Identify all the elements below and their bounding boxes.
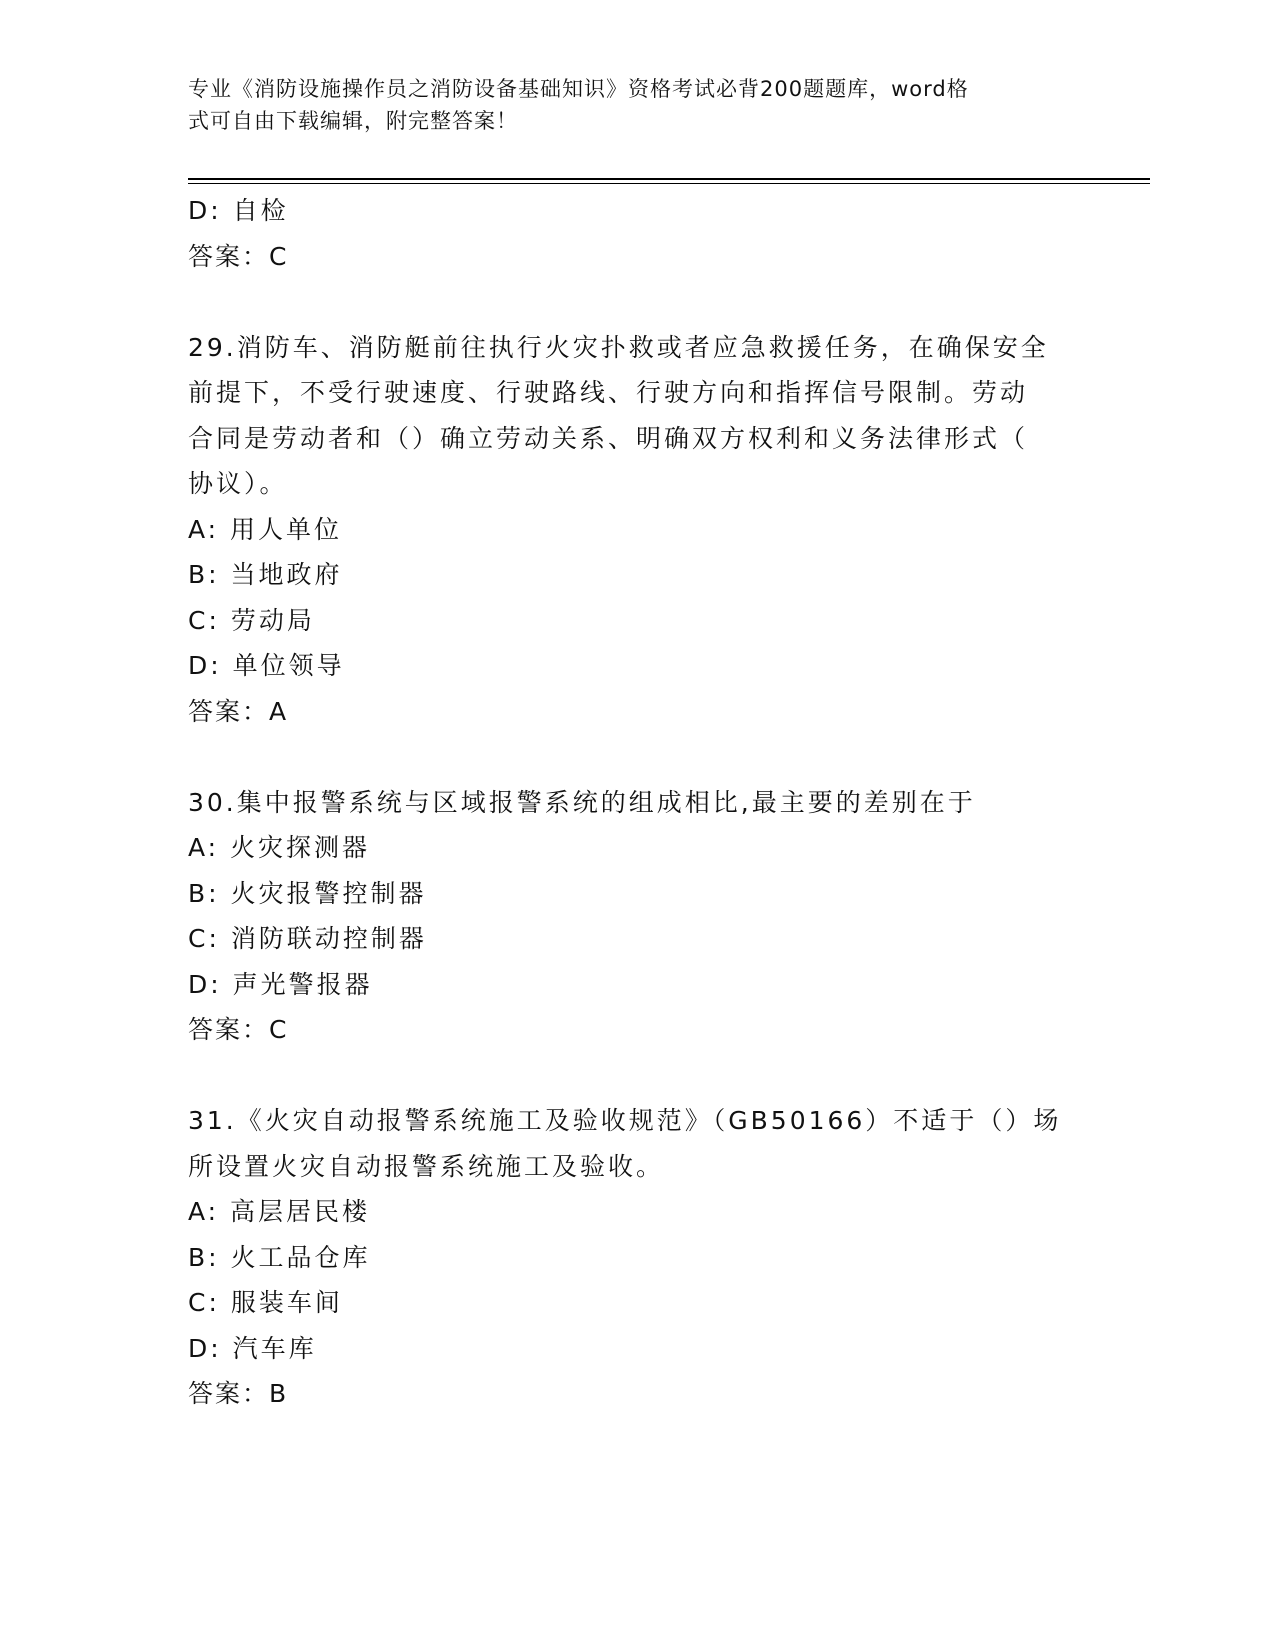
question-31-option-a: A: 高层居民楼 (188, 1197, 371, 1226)
spacer (188, 1053, 1088, 1099)
spacer (188, 734, 1088, 780)
question-30-option-b: B: 火灾报警控制器 (188, 878, 427, 908)
header-title-line-2: 式可自由下载编辑，附完整答案！ (188, 109, 518, 133)
spacer (188, 279, 1088, 325)
document-body (188, 188, 1088, 1417)
question-31-text-line-1: 31.《火灾自动报警系统施工及验收规范》（GB50166）不适于（）场 (188, 1106, 1062, 1135)
question-29 (188, 325, 1088, 735)
question-29-answer: 答案：A (188, 696, 289, 726)
header-divider-thin (188, 183, 1150, 184)
question-31-text-line-2: 所设置火灾自动报警系统施工及验收。 (188, 1151, 665, 1181)
question-29-text-line-4: 协议）。 (188, 469, 288, 498)
document-header (188, 73, 1068, 137)
question-29-option-b: B: 当地政府 (188, 560, 343, 589)
prev-answer: 答案：C (188, 241, 289, 271)
question-29-text-line-1: 29.消防车、消防艇前往执行火灾扑救或者应急救援任务，在确保安全 (188, 332, 1049, 362)
question-30-option-c: C: 消防联动控制器 (188, 924, 427, 953)
header-divider-thick (188, 178, 1150, 180)
question-30 (188, 780, 1088, 1053)
question-29-option-d: D: 单位领导 (188, 651, 345, 680)
question-29-text-line-2: 前提下，不受行驶速度、行驶路线、行驶方向和指挥信号限制。劳动 (188, 378, 1029, 407)
question-29-option-a: A: 用人单位 (188, 514, 343, 544)
question-29-option-c: C: 劳动局 (188, 605, 315, 635)
question-31-option-c: C: 服装车间 (188, 1288, 343, 1317)
question-31-option-b: B: 火工品仓库 (188, 1242, 371, 1272)
question-30-option-d: D: 声光警报器 (188, 969, 373, 999)
question-31 (188, 1098, 1088, 1417)
question-31-answer: 答案：B (188, 1379, 289, 1408)
question-29-text-line-3: 合同是劳动者和（）确立劳动关系、明确双方权利和义务法律形式（ (188, 423, 1029, 453)
prev-option-d: D: 自检 (188, 196, 289, 225)
question-30-text-line-1: 30.集中报警系统与区域报警系统的组成相比,最主要的差别在于 (188, 787, 976, 817)
question-30-option-a: A: 火灾探测器 (188, 833, 371, 862)
question-31-option-d: D: 汽车库 (188, 1333, 317, 1363)
question-30-answer: 答案：C (188, 1015, 289, 1044)
header-title-line-1: 专业《消防设施操作员之消防设备基础知识》资格考试必背200题题库，word格 (188, 77, 969, 101)
